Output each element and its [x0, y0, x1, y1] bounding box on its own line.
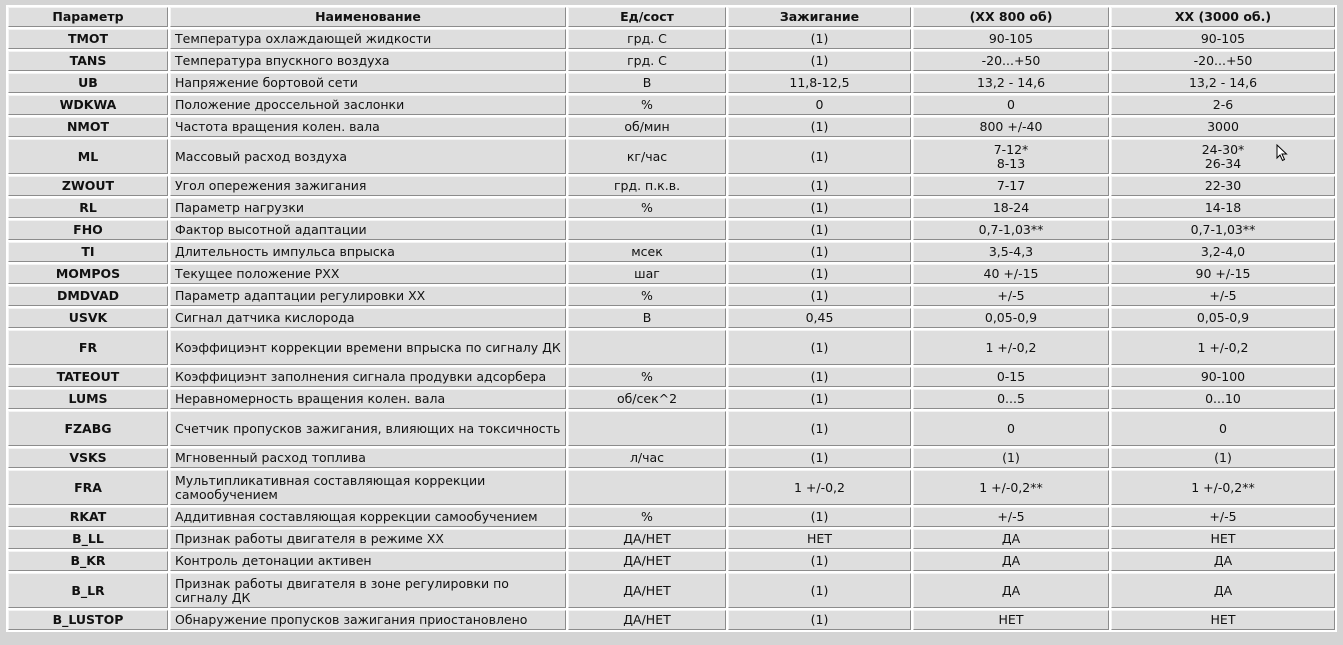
param-name: Температура охлаждающей жидкости [170, 29, 566, 49]
param-unit: ДА/НЕТ [568, 529, 726, 549]
param-unit [568, 411, 726, 446]
value-idle-800: 13,2 - 14,6 [913, 73, 1109, 93]
param-unit: шаг [568, 264, 726, 284]
param-code: B_LUSTOP [8, 610, 168, 630]
param-code: VSKS [8, 448, 168, 468]
param-name: Положение дроссельной заслонки [170, 95, 566, 115]
value-ignition: (1) [728, 176, 911, 196]
value-ignition: (1) [728, 448, 911, 468]
value-idle-800: 0 [913, 95, 1109, 115]
value-ignition: (1) [728, 242, 911, 262]
value-idle-800: 7-17 [913, 176, 1109, 196]
value-ignition: НЕТ [728, 529, 911, 549]
value-ignition: 0,45 [728, 308, 911, 328]
param-code: FR [8, 330, 168, 365]
value-idle-3000: 0 [1111, 411, 1335, 446]
param-unit: об/мин [568, 117, 726, 137]
param-name: Коэффициэнт заполнения сигнала продувки адсорбера [170, 367, 566, 387]
value-idle-3000: 3,2-4,0 [1111, 242, 1335, 262]
param-unit: л/час [568, 448, 726, 468]
param-unit: грд. С [568, 29, 726, 49]
param-name: Аддитивная составляющая коррекции самообучением [170, 507, 566, 527]
param-code: FRA [8, 470, 168, 505]
param-code: B_KR [8, 551, 168, 571]
param-name: Признак работы двигателя в режиме ХХ [170, 529, 566, 549]
value-idle-3000: 3000 [1111, 117, 1335, 137]
value-idle-3000: 90-105 [1111, 29, 1335, 49]
value-ignition: (1) [728, 117, 911, 137]
table-row [8, 264, 1335, 284]
table-row [8, 176, 1335, 196]
value-ignition: (1) [728, 286, 911, 306]
param-code: RL [8, 198, 168, 218]
value-ignition: (1) [728, 139, 911, 174]
value-idle-3000: 0,7-1,03** [1111, 220, 1335, 240]
value-idle-3000: 2-6 [1111, 95, 1335, 115]
value-ignition: (1) [728, 389, 911, 409]
table-row [8, 448, 1335, 468]
param-unit: % [568, 367, 726, 387]
value-idle-3000: 14-18 [1111, 198, 1335, 218]
value-ignition: (1) [728, 29, 911, 49]
table-row [8, 330, 1335, 365]
param-code: UB [8, 73, 168, 93]
param-code: RKAT [8, 507, 168, 527]
table-row [8, 308, 1335, 328]
value-idle-800: 3,5-4,3 [913, 242, 1109, 262]
param-unit: ДА/НЕТ [568, 551, 726, 571]
value-ignition: 11,8-12,5 [728, 73, 911, 93]
param-unit: ДА/НЕТ [568, 610, 726, 630]
param-code: NMOT [8, 117, 168, 137]
header-idle-800: (ХХ 800 об) [913, 7, 1109, 27]
param-code: B_LL [8, 529, 168, 549]
value-idle-800-line2: 8-13 [996, 155, 1026, 171]
value-idle-800: 0,05-0,9 [913, 308, 1109, 328]
value-ignition: (1) [728, 367, 911, 387]
param-unit: грд. п.к.в. [568, 176, 726, 196]
param-name: Массовый расход воздуха [170, 139, 566, 174]
param-code: TMOT [8, 29, 168, 49]
param-code: TANS [8, 51, 168, 71]
param-unit [568, 220, 726, 240]
value-idle-3000 [1111, 139, 1335, 174]
param-unit: В [568, 73, 726, 93]
value-ignition: (1) [728, 551, 911, 571]
param-name: Сигнал датчика кислорода [170, 308, 566, 328]
header-unit: Ед/сост [568, 7, 726, 27]
value-idle-3000: 1 +/-0,2** [1111, 470, 1335, 505]
value-ignition: (1) [728, 610, 911, 630]
header-idle-3000: ХХ (3000 об.) [1111, 7, 1335, 27]
param-unit: мсек [568, 242, 726, 262]
value-ignition: (1) [728, 220, 911, 240]
table-row [8, 610, 1335, 630]
param-unit: % [568, 507, 726, 527]
value-idle-800: 0 [913, 411, 1109, 446]
table-row [8, 367, 1335, 387]
header-name: Наименование [170, 7, 566, 27]
param-code: TI [8, 242, 168, 262]
param-name: Частота вращения колен. вала [170, 117, 566, 137]
mouse-cursor-icon [1276, 144, 1288, 162]
param-unit [568, 330, 726, 365]
value-ignition: (1) [728, 411, 911, 446]
value-idle-800-line1: 7-12* [993, 141, 1029, 157]
table-row [8, 51, 1335, 71]
param-unit: ДА/НЕТ [568, 573, 726, 608]
value-ignition: 1 +/-0,2 [728, 470, 911, 505]
value-idle-800: ДА [913, 529, 1109, 549]
value-ignition: (1) [728, 330, 911, 365]
table-row [8, 551, 1335, 571]
value-idle-800: (1) [913, 448, 1109, 468]
param-code: WDKWA [8, 95, 168, 115]
table-row [8, 389, 1335, 409]
value-ignition: (1) [728, 198, 911, 218]
param-unit: % [568, 286, 726, 306]
param-unit: кг/час [568, 139, 726, 174]
param-name: Фактор высотной адаптации [170, 220, 566, 240]
value-idle-3000: +/-5 [1111, 286, 1335, 306]
param-code: USVK [8, 308, 168, 328]
param-code: LUMS [8, 389, 168, 409]
value-ignition: (1) [728, 573, 911, 608]
value-idle-3000: 0,05-0,9 [1111, 308, 1335, 328]
param-name: Параметр адаптации регулировки ХХ [170, 286, 566, 306]
param-code: FHO [8, 220, 168, 240]
value-idle-800: 18-24 [913, 198, 1109, 218]
param-name: Коэффициэнт коррекции времени впрыска по сигналу ДК [170, 330, 566, 365]
param-code: DMDVAD [8, 286, 168, 306]
value-ignition: (1) [728, 507, 911, 527]
value-idle-800: НЕТ [913, 610, 1109, 630]
header-param: Параметр [8, 7, 168, 27]
param-code: B_LR [8, 573, 168, 608]
param-unit: % [568, 198, 726, 218]
value-idle-3000: +/-5 [1111, 507, 1335, 527]
table-row [8, 470, 1335, 505]
value-idle-800: -20...+50 [913, 51, 1109, 71]
value-idle-800: ДА [913, 551, 1109, 571]
value-idle-800: 0...5 [913, 389, 1109, 409]
table-row [8, 242, 1335, 262]
value-idle-3000-line1: 24-30* [1201, 141, 1245, 157]
value-idle-800: 90-105 [913, 29, 1109, 49]
value-idle-800: 0-15 [913, 367, 1109, 387]
parameters-table [6, 5, 1337, 632]
value-ignition: (1) [728, 264, 911, 284]
table-row [8, 411, 1335, 446]
param-name: Параметр нагрузки [170, 198, 566, 218]
table-row [8, 29, 1335, 49]
header-ignition: Зажигание [728, 7, 911, 27]
value-idle-3000: 90-100 [1111, 367, 1335, 387]
table-row [8, 117, 1335, 137]
value-idle-3000: 22-30 [1111, 176, 1335, 196]
param-name: Признак работы двигателя в зоне регулировки по сигналу ДК [170, 573, 566, 608]
value-idle-800 [913, 139, 1109, 174]
value-idle-800: 800 +/-40 [913, 117, 1109, 137]
table-row [8, 507, 1335, 527]
param-code: TATEOUT [8, 367, 168, 387]
table-row [8, 95, 1335, 115]
value-idle-3000: НЕТ [1111, 529, 1335, 549]
param-unit: об/сек^2 [568, 389, 726, 409]
param-unit: % [568, 95, 726, 115]
param-name: Счетчик пропусков зажигания, влияющих на токсичность [170, 411, 566, 446]
param-name: Текущее положение РХХ [170, 264, 566, 284]
table-row [8, 286, 1335, 306]
param-code: ML [8, 139, 168, 174]
param-name: Длительность импульса впрыска [170, 242, 566, 262]
value-idle-3000: ДА [1111, 551, 1335, 571]
param-code: ZWOUT [8, 176, 168, 196]
param-name: Мгновенный расход топлива [170, 448, 566, 468]
value-ignition: 0 [728, 95, 911, 115]
table-row [8, 139, 1335, 174]
param-code: FZABG [8, 411, 168, 446]
param-name: Напряжение бортовой сети [170, 73, 566, 93]
param-name: Мультипликативная составляющая коррекции самообучением [170, 470, 566, 505]
param-name: Угол опережения зажигания [170, 176, 566, 196]
value-idle-800: ДА [913, 573, 1109, 608]
table-row [8, 573, 1335, 608]
table-row [8, 220, 1335, 240]
value-idle-800: 0,7-1,03** [913, 220, 1109, 240]
table-row [8, 529, 1335, 549]
value-idle-3000: ДА [1111, 573, 1335, 608]
value-idle-800: 1 +/-0,2 [913, 330, 1109, 365]
value-idle-3000: НЕТ [1111, 610, 1335, 630]
param-name: Обнаружение пропусков зажигания приостановлено [170, 610, 566, 630]
value-idle-3000-line2: 26-34 [1204, 155, 1242, 171]
table-row [8, 198, 1335, 218]
value-idle-3000: 13,2 - 14,6 [1111, 73, 1335, 93]
value-idle-800: +/-5 [913, 286, 1109, 306]
value-idle-3000: -20...+50 [1111, 51, 1335, 71]
value-idle-800: 40 +/-15 [913, 264, 1109, 284]
value-idle-800: 1 +/-0,2** [913, 470, 1109, 505]
param-unit: грд. С [568, 51, 726, 71]
param-name: Неравномерность вращения колен. вала [170, 389, 566, 409]
param-unit: В [568, 308, 726, 328]
param-name: Контроль детонации активен [170, 551, 566, 571]
param-name: Температура впускного воздуха [170, 51, 566, 71]
header-row [8, 7, 1335, 27]
table-row [8, 73, 1335, 93]
param-unit [568, 470, 726, 505]
param-code: MOMPOS [8, 264, 168, 284]
value-ignition: (1) [728, 51, 911, 71]
value-idle-3000: (1) [1111, 448, 1335, 468]
value-idle-3000: 90 +/-15 [1111, 264, 1335, 284]
value-idle-3000: 1 +/-0,2 [1111, 330, 1335, 365]
value-idle-3000: 0...10 [1111, 389, 1335, 409]
value-idle-800: +/-5 [913, 507, 1109, 527]
